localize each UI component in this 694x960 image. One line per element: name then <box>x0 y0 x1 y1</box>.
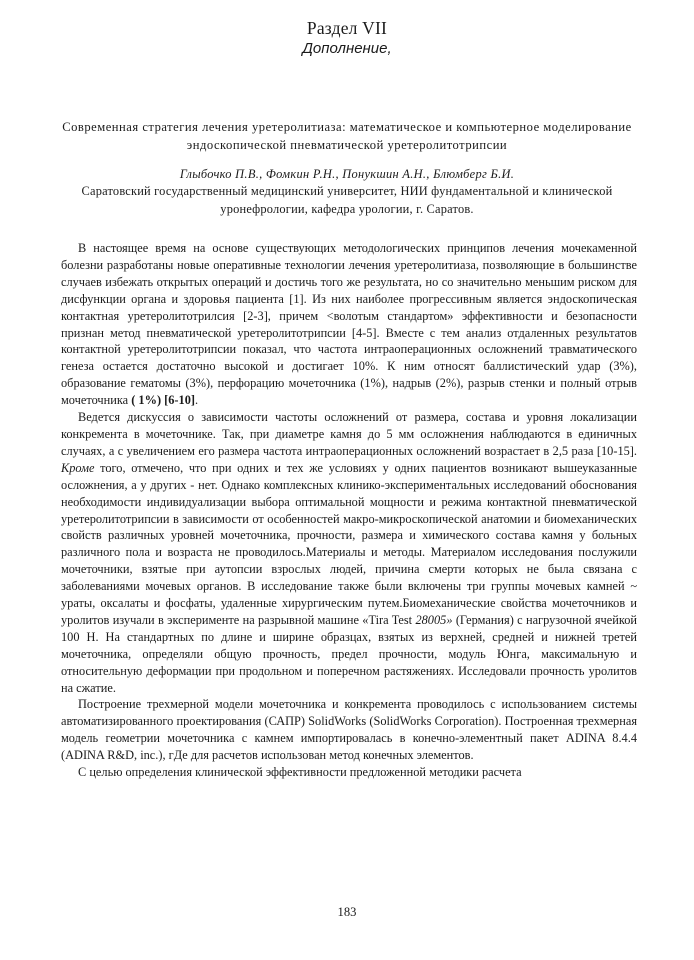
paragraph-end: . <box>195 393 199 408</box>
section-subtitle: Дополнение, <box>302 40 392 57</box>
article-body <box>61 240 637 781</box>
paragraph-modeling: Построение трехмерной модели мочеточника и конкремента проводилось с использованием системы автоматизированного проектирования (САПР) SolidWorks (SolidWorks Corporation). Построенная трехмерная модель геометрии мочеточника с камнем импортировалась в конечно-элементный пакет ADINA 8.4.4 (ADINA R&D, inc.), гДе для расчетов использован метод конечных элементов. <box>61 697 637 763</box>
section-heading: Раздел VII <box>306 18 388 38</box>
paragraph-materials-methods <box>61 409 637 696</box>
paragraph-clinical: С целью определения клинической эффективности предложенной методики расчета <box>78 765 522 780</box>
paragraph-text: Ведется дискуссия о зависимости частоты осложнений от размера, состава и уровня локализации конкремента в мочеточнике. Так, при диаметре камня до 5 мм осложнения наблюдаются в единичных случаях, а с увеличением его размера частота интраоперационных осложнений возрастает в 2,5 раза [10-15]. <box>61 410 637 458</box>
paragraph-text: В настоящее время на основе существующих методологических принципов лечения мочекаменной болезни разработаны новые оперативные технологии лечения уретеролитиаза, позволяющие в большинстве случаев избежать открытых операций и достичь того же результата, но со значительно меньшим риском для дисфункции органа и здоровья пациента [1]. Из них наиболее прогрессивным является эндоскопическая контактная уретеролитотрилсия [2-3], причем <волотым стандартом» эффективности и безопасности признан метод пневматической уретеролитотрипсии [4-5]. Вместе с тем анализ отдаленных результатов контактной уретеролитотрипсии показал, что частота интраоперационных осложнений травматического генеза остается достаточно высокой и достигает 10%. К ним относят баллистический удар (3%), образование гематомы (3%), перфорацию мочеточника (1%), надрыв (2%), разрыв стенки и полный отрыв мочеточника <box>61 241 637 408</box>
italic-word: Кроме <box>61 460 95 475</box>
paragraph-introduction <box>61 240 637 409</box>
paragraph-text: того, отмечено, что при одних и тех же условиях у одних пациентов возникают вышеуказанные осложнения, а у других - нет. Однако комплексных клинико-экспериментальных исследований обоснования необходимости индивидуализации выбора оптимальной мощности и режима контактной пневматической уретеролитотрипсии в зависимости от особенностей макро-микроскопической анатомии и биомеханических свойств различных уровней мочеточника, прочности, размера и химического состава камня у больных различного пола и возраста не проводилось.Материалы и методы. Материалом исследования послужили мочеточники, взятые при аутопсии взрослых людей, причина смерти которых не была связана с заболеваниями мочевых органов. В исследование также были включены три группы мочевых камней ~ ураты, оксалаты и фосфаты, удаленные хирургическим путем.Биомеханические свойства мочеточников и уролитов изучали в эксперименте на разрывной машине «Tira Test <box>61 460 637 627</box>
article-title: Современная стратегия лечения уретеролитиаза: математическое и компьютерное моделирование эндоскопической пневматической уретеролитотрипсии <box>62 120 632 152</box>
article-authors: Глыбочко П.В., Фомкин Р.Н., Понукшин А.Н., Блюмберг Б.И. <box>179 167 515 181</box>
author-affiliation: Саратовский государственный медицинский университет, НИИ фундаментальной и клинической уронефрологии, кафедра урологии, г. Саратов. <box>81 184 613 216</box>
paragraph-text: (Германия) с нагрузочной ячейкой 100 Н. На стандартных по длине и ширине образцах, взятых из верхней, средней и нижней третей мочеточника, определяли общую прочность, предел прочности, модуль Юнга, максимальную и относительную деформации при продольном и поперечном растяжениях. Исследовали прочность уролитов на сжатие. <box>61 612 637 695</box>
italic-model-number: 28005» <box>415 612 453 627</box>
citation-reference: ( 1%) [6-10] <box>131 393 195 408</box>
page-number: 183 <box>337 905 357 919</box>
